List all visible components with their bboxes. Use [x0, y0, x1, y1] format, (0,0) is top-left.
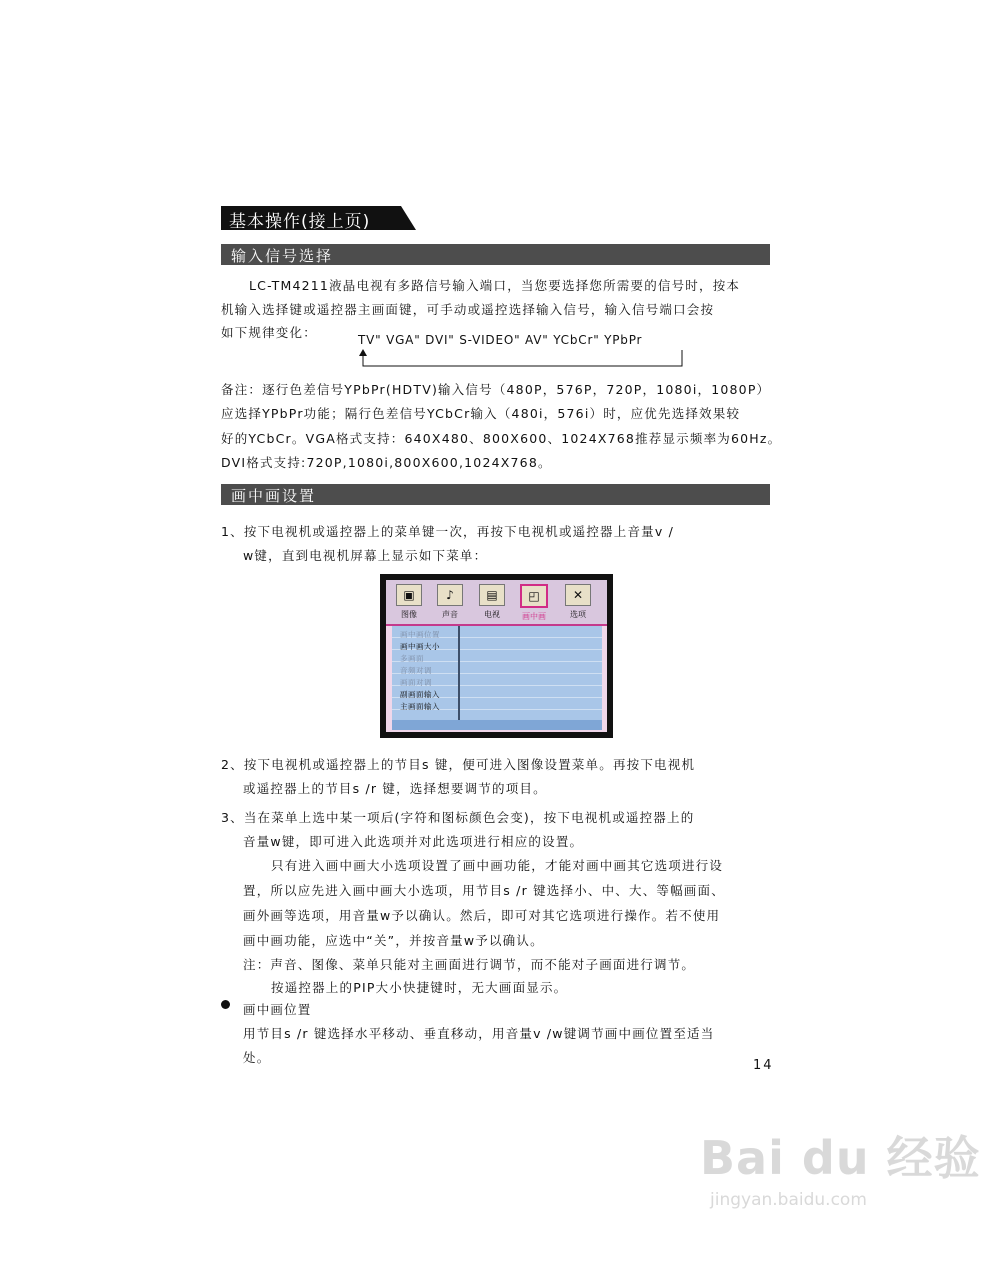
- menu-tab-sound[interactable]: ♪ 声音: [433, 584, 467, 620]
- step1-line-2: w键，直到电视机屏幕上显示如下菜单：: [243, 548, 488, 563]
- menu-item-picture-swap[interactable]: 画面对调: [400, 678, 432, 687]
- menu-item-pip-size[interactable]: 画中画大小: [400, 642, 440, 651]
- input-signal-bar: [221, 244, 770, 265]
- watermark: [700, 1122, 981, 1210]
- bullet-icon: [221, 1000, 230, 1009]
- watermark-logo: Bai du 经验: [700, 1131, 981, 1185]
- image-icon: ▣: [396, 584, 422, 606]
- pip-settings-heading: 画中画设置: [231, 487, 317, 505]
- menu-items-panel: [392, 626, 602, 730]
- watermark-url: jingyan.baidu.com: [710, 1190, 867, 1210]
- bullet-text-line-2: 处。: [243, 1050, 271, 1065]
- sound-icon: ♪: [437, 584, 463, 606]
- note-line-1: 备注：逐行色差信号YPbPr(HDTV)输入信号（480P，576P，720P，1080i，1080P）: [221, 382, 771, 397]
- input-para-line-1: LC-TM4211液晶电视有多路信号输入端口，当您要选择您所需要的信号时，按本: [249, 278, 741, 293]
- detail-line-2: 置，所以应先进入画中画大小选项，用节目s /r 键选择小、中、大、等幅画面、: [243, 883, 725, 898]
- input-para-line-2: 机输入选择键或遥控器主画面键，可手动或遥控选择输入信号，输入信号端口会按: [221, 302, 715, 317]
- menu-item-sub-input[interactable]: 副画面输入: [400, 690, 440, 699]
- menu-item-audio-swap[interactable]: 音频对调: [400, 666, 432, 675]
- signal-loop-arrow: [355, 348, 685, 372]
- menu-tab-tv[interactable]: ▤ 电视: [475, 584, 509, 620]
- pip-icon: ◰: [520, 584, 548, 608]
- detail-line-3: 画外画等选项，用音量w予以确认。然后，即可对其它选项进行操作。若不使用: [243, 908, 721, 923]
- step1-line-1: 1、按下电视机或遥控器上的菜单键一次，再按下电视机或遥控器上音量v /: [221, 524, 675, 539]
- bullet-text-line-1: 用节目s /r 键选择水平移动、垂直移动，用音量v /w键调节画中画位置至适当: [243, 1026, 715, 1041]
- menu-tab-bar: [386, 580, 607, 626]
- section-title-tag: [221, 206, 416, 230]
- menu-tab-pip[interactable]: ◰ 画中画: [517, 584, 551, 622]
- menu-footer-bar: [392, 720, 602, 730]
- detail-line-4: 画中画功能，应选中“关”，并按音量w予以确认。: [243, 933, 544, 948]
- input-para-line-3: 如下规律变化：: [221, 325, 317, 340]
- menu-item-multi-screen[interactable]: 多画面: [400, 654, 424, 663]
- page-number: 14: [753, 1058, 774, 1073]
- input-signal-heading: 输入信号选择: [231, 247, 334, 265]
- note-main-screen: 注：声音、图像、菜单只能对主画面进行调节，而不能对子画面进行调节。: [243, 957, 696, 972]
- step3-line-2: 音量w键，即可进入此选项并对此选项进行相应的设置。: [243, 834, 584, 849]
- note-pip-shortcut: 按遥控器上的PIP大小快捷键时，无大画面显示。: [271, 980, 568, 995]
- menu-item-pip-position[interactable]: 画中画位置: [400, 630, 440, 639]
- bullet-title: 画中画位置: [243, 1002, 312, 1017]
- step2-line-2: 或遥控器上的节目s /r 键，选择想要调节的项目。: [243, 781, 547, 796]
- tv-icon: ▤: [479, 584, 505, 606]
- menu-divider: [458, 626, 460, 730]
- detail-line-1: 只有进入画中画大小选项设置了画中画功能，才能对画中画其它选项进行设: [271, 858, 724, 873]
- tools-icon: ✕: [565, 584, 591, 606]
- note-line-3: 好的YCbCr。VGA格式支持：640X480、800X600、1024X768推荐显示频率为60Hz。: [221, 431, 782, 446]
- menu-tab-options[interactable]: ✕ 选项: [561, 584, 595, 620]
- pip-settings-bar: [221, 484, 770, 505]
- signal-sequence: TV" VGA" DVI" S-VIDEO" AV" YCbCr" YPbPr: [358, 333, 643, 347]
- note-line-2: 应选择YPbPr功能；隔行色差信号YCbCr输入（480i，576i）时，应优先选择效果较: [221, 406, 741, 421]
- step2-line-1: 2、按下电视机或遥控器上的节目s 键，便可进入图像设置菜单。再按下电视机: [221, 757, 696, 772]
- tv-menu-screenshot: [380, 574, 613, 738]
- menu-item-main-input[interactable]: 主画面输入: [400, 702, 440, 711]
- step3-line-1: 3、当在菜单上选中某一项后(字符和图标颜色会变)，按下电视机或遥控器上的: [221, 810, 695, 825]
- section-title: 基本操作(接上页): [229, 212, 371, 232]
- menu-tab-image[interactable]: ▣ 图像: [392, 584, 426, 620]
- note-line-4: DVI格式支持:720P,1080i,800X600,1024X768。: [221, 455, 552, 470]
